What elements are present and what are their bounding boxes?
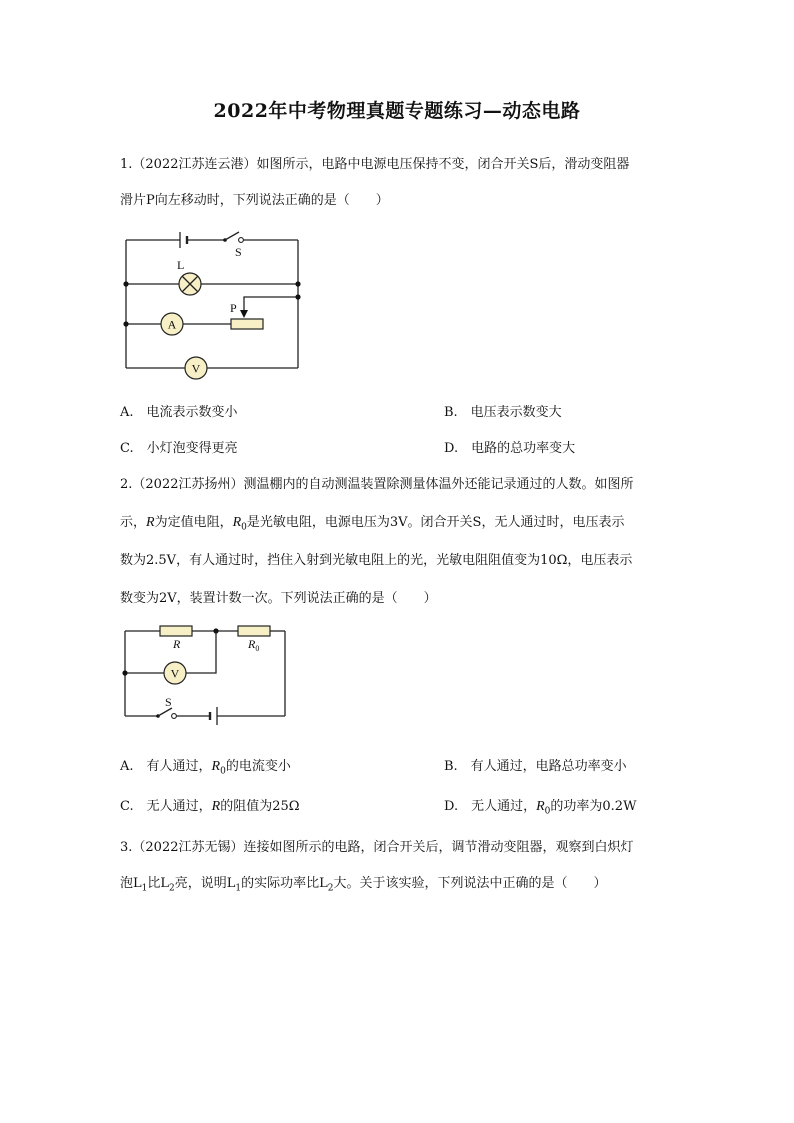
- q1-option-c[interactable]: C. 小灯泡变得更亮: [120, 441, 238, 456]
- ammeter-label: A: [167, 317, 177, 332]
- q3-stem-line-2: 泡$L_1$比$L_2$亮，说明$L_1$的实际功率比$L_2$大。关于该实验，下列说法中正确的是（ ）: [120, 876, 607, 894]
- switch-label: S: [235, 245, 242, 259]
- q1-circuit-diagram: [118, 226, 308, 386]
- q2-stem-line-4: 数变为2V，装置计数一次。下列说法正确的是（ ）: [120, 591, 437, 606]
- q1-option-a[interactable]: A. 电流表示数变小: [120, 405, 238, 420]
- q1-option-d[interactable]: D. 电路的总功率变大: [444, 441, 576, 456]
- lamp-label: L: [177, 258, 185, 272]
- resistor-r-label: R: [173, 637, 181, 651]
- q2-stem-line-1: 2.（2022江苏扬州）测温棚内的自动测温装置除测量体温外还能记录通过的人数。如图所: [120, 477, 634, 492]
- q1-stem-line-1: 1.（2022江苏连云港）如图所示，电路中电源电压保持不变，闭合开关S后，滑动变阻器: [120, 157, 630, 172]
- q2-option-a[interactable]: A. 有人通过，$R_0$的电流变小: [120, 759, 291, 777]
- q2-circuit-diagram: [118, 620, 293, 725]
- q2-option-d[interactable]: D. 无人通过，$R_0$的功率为0.2W: [444, 799, 637, 817]
- slider-label: P: [230, 301, 237, 315]
- photoresistor-label: $R_0$: [248, 637, 260, 653]
- photoresistor-symbol: [238, 626, 270, 636]
- q1-option-b[interactable]: B. 电压表示数变大: [444, 405, 562, 420]
- voltmeter-label: V: [191, 361, 201, 376]
- rheostat-symbol: [231, 319, 263, 329]
- q2-option-b[interactable]: B. 有人通过，电路总功率变小: [444, 759, 627, 774]
- q3-stem-line-1: 3.（2022江苏无锡）连接如图所示的电路，闭合开关后，调节滑动变阻器，观察到白炽灯: [120, 840, 634, 855]
- switch-blade: [225, 232, 239, 240]
- q2-switch-blade: [158, 708, 172, 716]
- resistor-r-symbol: [160, 626, 192, 636]
- q2-voltmeter-label: V: [170, 666, 180, 681]
- page-title: 2022年中考物理真题专题练习—动态电路: [213, 100, 581, 122]
- q2-option-c[interactable]: C. 无人通过，R的阻值为25Ω: [120, 799, 300, 814]
- q2-switch-label: S: [165, 695, 172, 709]
- q2-stem-line-2: 示，R为定值电阻，$R_0$是光敏电阻，电源电压为3V。闭合开关S，无人通过时，电压表示: [120, 515, 625, 533]
- q1-stem-line-2: 滑片P向左移动时，下列说法正确的是（ ）: [120, 193, 389, 208]
- q2-stem-line-3: 数为2.5V，有人通过时，挡住入射到光敏电阻上的光，光敏电阻阻值变为10Ω，电压表示: [120, 553, 633, 568]
